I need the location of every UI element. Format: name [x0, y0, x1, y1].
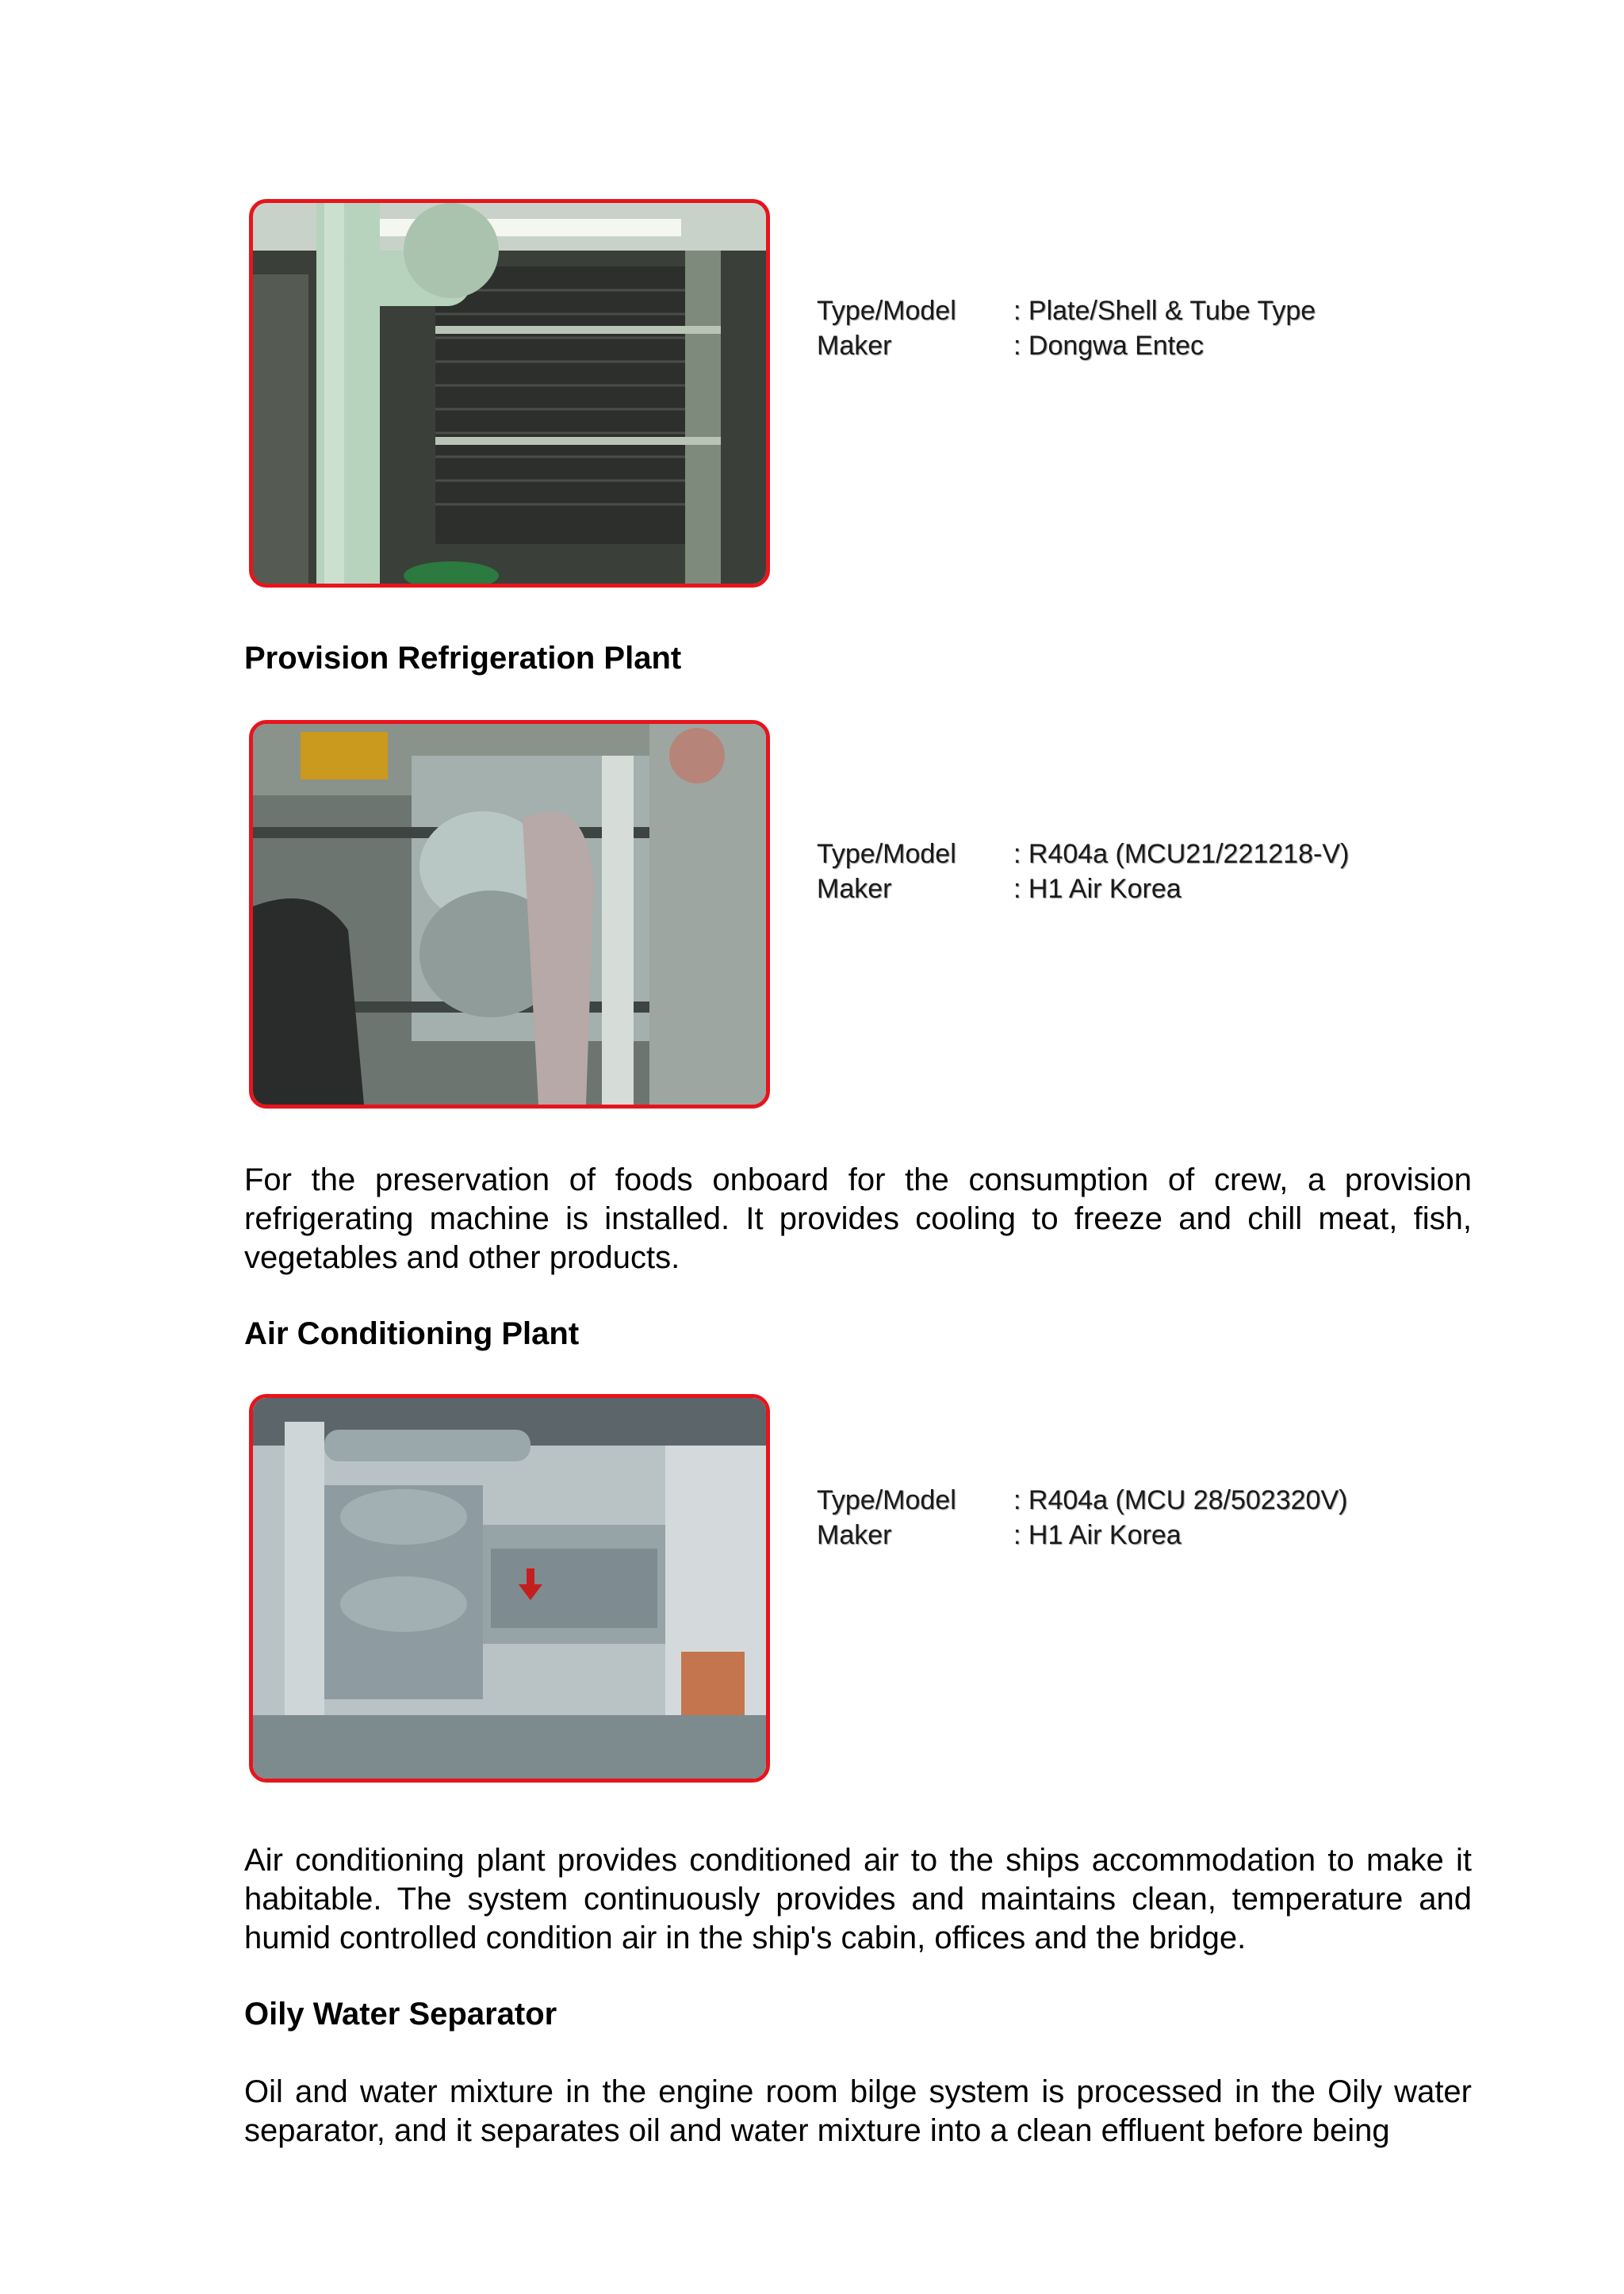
type-model-value: : R404a (MCU21/221218-V) — [1013, 839, 1350, 869]
spec-row-type — [817, 837, 1349, 871]
spec-row-maker — [817, 871, 1349, 906]
heat-exchanger-specs — [817, 293, 1316, 363]
type-model-label: Type/Model — [817, 1485, 956, 1515]
air-conditioning-paragraph: Air conditioning plant provides conditioned air to the ships accommodation to make it habitable. The system continuously provides and maintains clean, temperature and humid controlled condition air in the ship's cabin, offices and the bridge. — [244, 1843, 1472, 1955]
spec-row-type — [817, 293, 1316, 328]
air-conditioning-heading: Air Conditioning Plant — [244, 1316, 580, 1351]
oily-water-separator-paragraph: Oil and water mixture in the engine room bilge system is processed in the Oily water separator, and it separates oil and water mixture into a clean effluent before being — [244, 2074, 1472, 2148]
spec-row-maker — [817, 328, 1316, 363]
provision-refrigeration-paragraph: For the preservation of foods onboard for the consumption of crew, a provision refrigerating machine is installed. It provides cooling to freeze and chill meat, fish, vegetables and other products. — [244, 1162, 1472, 1275]
type-model-label: Type/Model — [817, 839, 956, 869]
maker-value: : H1 Air Korea — [1013, 874, 1182, 904]
maker-label: Maker — [817, 331, 892, 361]
type-model-value: : R404a (MCU 28/502320V) — [1013, 1485, 1348, 1515]
maker-label: Maker — [817, 874, 892, 904]
type-model-label: Type/Model — [817, 296, 956, 326]
maker-label: Maker — [817, 1520, 892, 1550]
provision-refrigeration-heading: Provision Refrigeration Plant — [244, 641, 682, 676]
maker-value: : Dongwa Entec — [1013, 331, 1205, 361]
air-conditioning-specs — [817, 1483, 1347, 1553]
refrigeration-specs — [817, 837, 1349, 906]
oily-water-separator-heading: Oily Water Separator — [244, 1997, 557, 2032]
type-model-value: : Plate/Shell & Tube Type — [1013, 296, 1316, 326]
refrigeration-compressor-photo — [249, 720, 770, 1109]
air-conditioning-compressor-photo — [249, 1394, 770, 1783]
spec-row-type — [817, 1483, 1347, 1518]
heat-exchanger-photo — [249, 199, 770, 588]
spec-row-maker — [817, 1518, 1347, 1553]
maker-value: : H1 Air Korea — [1013, 1520, 1182, 1550]
